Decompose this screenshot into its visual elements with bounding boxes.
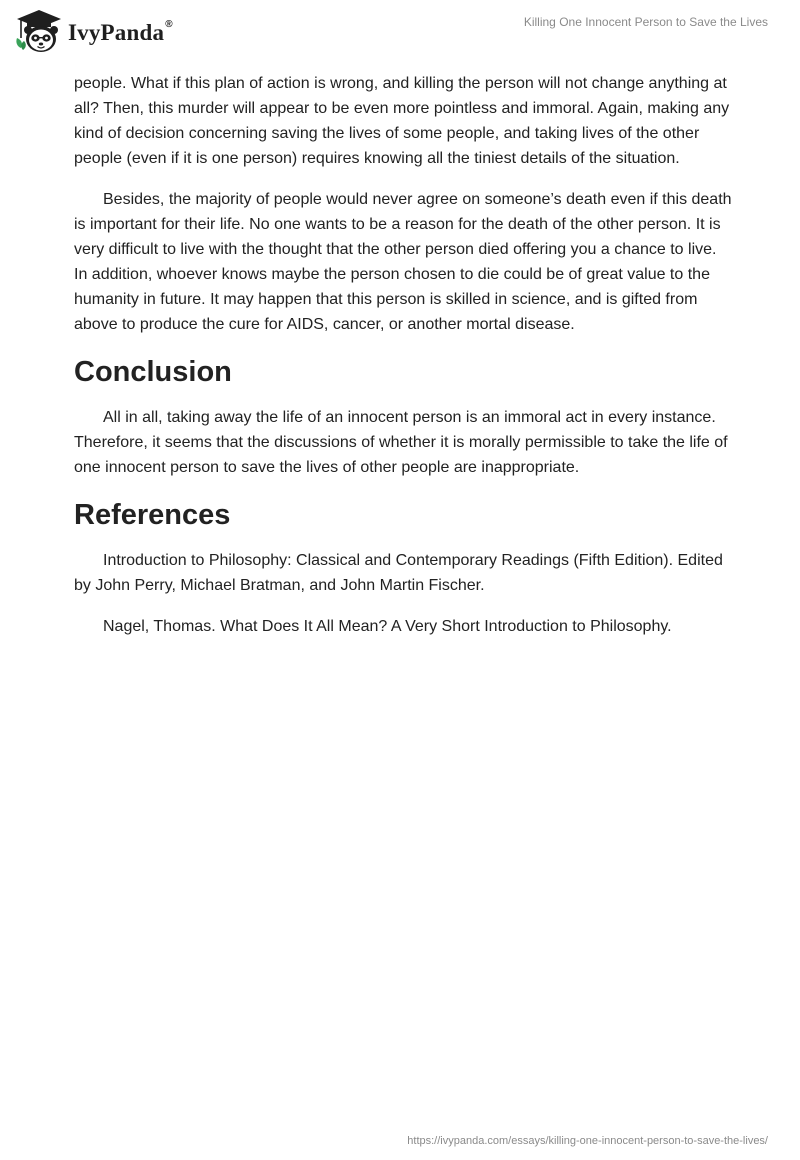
conclusion-heading: Conclusion (74, 356, 232, 388)
page-header (0, 0, 800, 70)
paragraph-continued: people. What if this plan of action is wrong, and killing the person will not change anything at all? Then, this murder will appear to be even more pointless and immoral. Again, making any kind of decision concerning saving the lives of some people, and taking lives of the other people (even if it is one person) requires knowing all the tiniest details of the situation. (74, 75, 730, 167)
ivypanda-logo[interactable] (14, 8, 173, 56)
references-heading: References (74, 499, 231, 531)
brand-name (68, 20, 173, 46)
reference-item: Nagel, Thomas. What Does It All Mean? A Very Short Introduction to Philosophy. (103, 618, 672, 635)
paragraph-besides: Besides, the majority of people would never agree on someone’s death even if this death is important for their life. No one wants to be a reason for the death of the other person. It is very difficult to live with the thought that the other person died offering you a chance to live. In addition, whoever knows maybe the person chosen to die could be of great value to the humanity in future. It may happen that this person is skilled in science, and is gifted from above to produce the cure for AIDS, cancer, or another mortal disease. (74, 191, 732, 333)
essay-content (74, 71, 734, 655)
source-url[interactable]: https://ivypanda.com/essays/killing-one-innocent-person-to-save-the-lives/ (407, 1135, 768, 1147)
panda-graduation-cap-icon (14, 8, 64, 56)
conclusion-paragraph: All in all, taking away the life of an innocent person is an immoral act in every instance. Therefore, it seems that the discussions of whether it is morally permissible to take the life of one innocent person to save the lives of other people are inappropriate. (74, 409, 728, 476)
reference-item: Introduction to Philosophy: Classical and Contemporary Readings (Fifth Edition). Edited by John Perry, Michael Bratman, and John Martin Fischer. (74, 552, 723, 594)
brand-name-text: IvyPanda (68, 20, 165, 45)
registered-mark: ® (165, 19, 173, 31)
running-title: Killing One Innocent Person to Save the Lives (523, 15, 768, 29)
